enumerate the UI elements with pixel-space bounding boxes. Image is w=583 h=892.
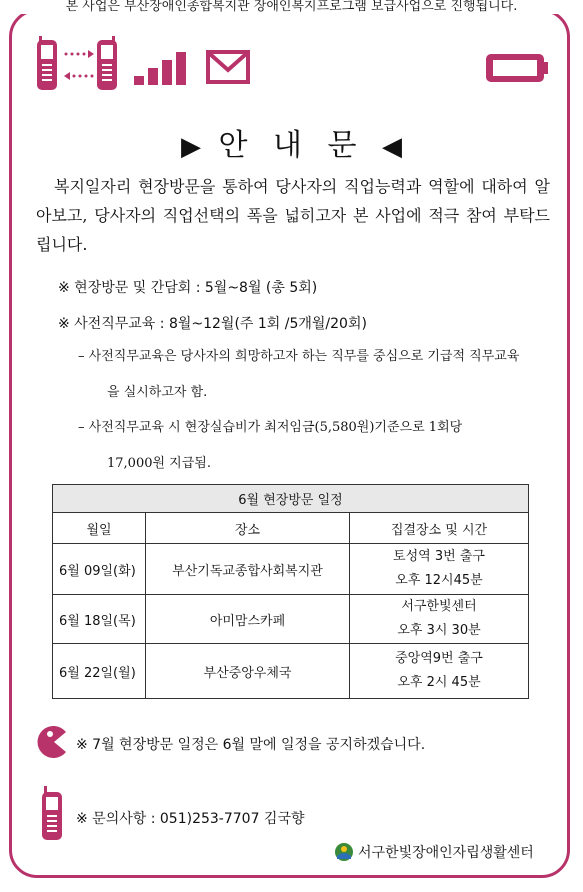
contact-info: ※ 문의사항 : 051)253-7707 김국향: [76, 811, 305, 827]
header-meeting: 집결장소 및 시간: [350, 513, 529, 544]
phone-icon: [40, 786, 64, 842]
phone-icon: [37, 36, 57, 90]
header-place: 장소: [146, 513, 350, 544]
row-place: 아미맘스카페: [146, 595, 350, 644]
org-name: 서구한빛장애인자립생활센터: [358, 845, 534, 861]
schedule-table: [52, 484, 529, 699]
table-row: [53, 595, 529, 644]
item-training: ※ 사전직무교육 : 8월~12월(주 1회 /5개월/20회): [58, 316, 367, 332]
pacman-icon: [36, 722, 70, 762]
subitem-1-line1: – 사전직무교육은 당사자의 희망하고자 하는 직무를 중심으로 기급적 직무교육: [78, 349, 520, 364]
header-icons: [34, 36, 554, 96]
top-note: 본 사업은 부산장애인종합복지관 장애인복지프로그램 보급사업으로 진행됩니다.: [0, 0, 583, 14]
org-logo-icon: [334, 842, 354, 862]
row-place: 부산기독교종합사회복지관: [146, 544, 350, 595]
signal-bars-icon: [134, 52, 186, 85]
page-title: [0, 120, 583, 164]
mail-icon: [208, 52, 248, 82]
row-date: 6월 22일(월): [53, 644, 146, 699]
title-text: 안 내 문: [218, 128, 365, 163]
subitem-2-line1: – 사전직무교육 시 현장실습비가 최저임금(5,580원)기준으로 1회당: [78, 420, 463, 435]
phone-icon: [97, 36, 117, 90]
subitem-1-line2: 을 실시하고자 함.: [107, 385, 208, 400]
subitem-2-line2: 17,000원 지급됨.: [107, 456, 211, 471]
row-date: 6월 18일(목): [53, 595, 146, 644]
table-caption: 6월 현장방문 일정: [53, 485, 529, 513]
schedule-note: ※ 7월 현장방문 일정은 6월 말에 일정을 공지하겠습니다.: [76, 737, 426, 753]
table-row: [53, 644, 529, 699]
play-right-icon: ▶: [180, 132, 201, 162]
row-place: 부산중앙우체국: [146, 644, 350, 699]
row-meeting: 중앙역9번 출구 오후 2시 45분: [350, 644, 529, 699]
battery-icon: [486, 54, 548, 82]
intro-paragraph: 복지일자리 현장방문을 통하여 당사자의 직업능력과 역할에 대하여 알아보고, 당사자의 직업선택의 폭을 넓히고자 본 사업에 적극 참여 부탁드립니다.: [36, 177, 550, 254]
arrows-icon: [64, 50, 94, 80]
header-date: 월일: [53, 513, 146, 544]
row-date: 6월 09일(화): [53, 544, 146, 595]
row-meeting: 서구한빛센터 오후 3시 30분: [350, 595, 529, 644]
row-meeting: 토성역 3번 출구 오후 12시45분: [350, 544, 529, 595]
item-visit: ※ 현장방문 및 간담회 : 5월~8월 (총 5회): [58, 280, 318, 296]
org-signature: [334, 842, 534, 862]
table-row: [53, 544, 529, 595]
play-left-icon: ◀: [382, 132, 403, 162]
